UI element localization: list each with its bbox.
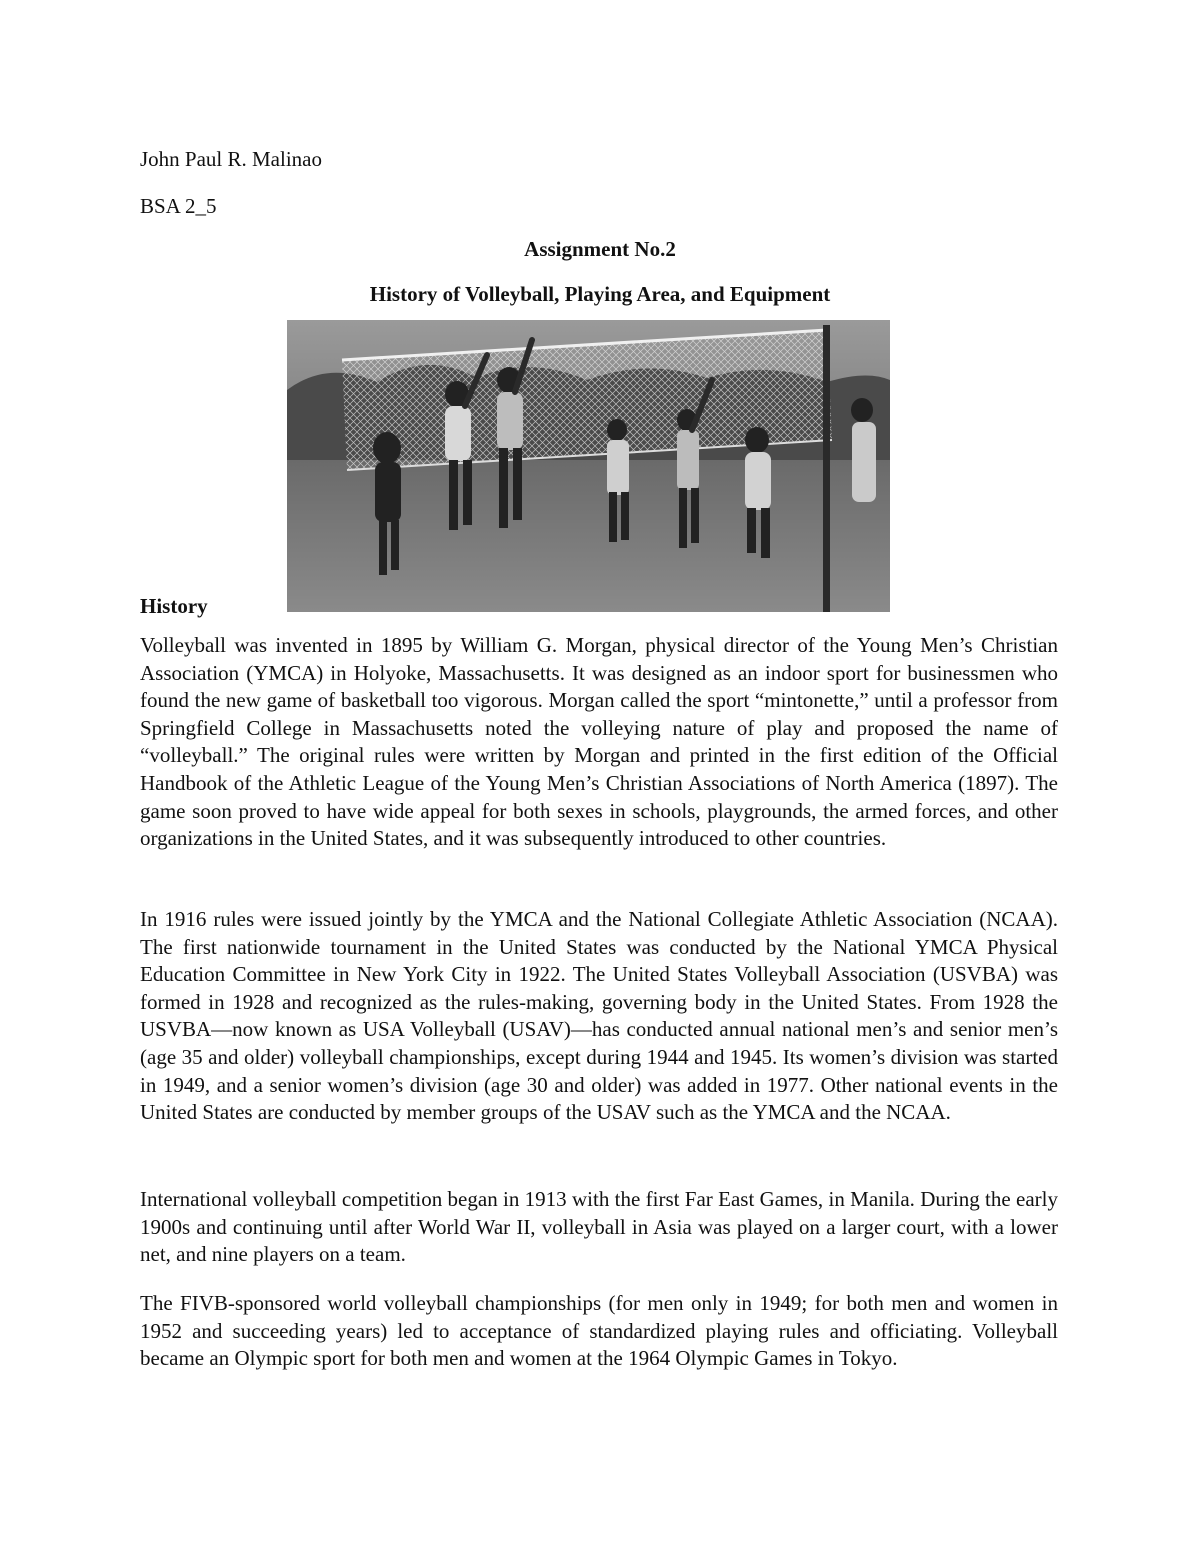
history-paragraph-4: The FIVB-sponsored world volleyball championships (for men only in 1949; for both men and women in 1952 and succeeding years) led to acceptance of standardized playing rules and officiating. Volleyball became an Olympic sport for both men and women at the 1964 Olympic Games in Tokyo. (140, 1291, 1058, 1371)
history-heading: History (140, 594, 208, 618)
class-section: BSA 2_5 (140, 194, 217, 218)
history-paragraph-1: Volleyball was invented in 1895 by William G. Morgan, physical director of the Young Men’s Christian Association (YMCA) in Holyoke, Massachusetts. It was designed as an indoor sport for businessmen who found the new game of basketball too vigorous. Morgan called the sport “mintonette,” until a professor from Springfield College in Massachusetts noted the volleying nature of play and proposed the name of “volleyball.” The original rules were written by Morgan and printed in the first edition of the Official Handbook of the Athletic League of the Young Men’s Christian Associations of North America (1897). The game soon proved to have wide appeal for both sexes in schools, playgrounds, the armed forces, and other organizations in the United States, and it was subsequently introduced to other countries. (140, 633, 1058, 851)
author-name: John Paul R. Malinao (140, 147, 322, 171)
document-subject: History of Volleyball, Playing Area, and Equipment (369, 282, 831, 306)
history-paragraph-2: In 1916 rules were issued jointly by the YMCA and the National Collegiate Athletic Association (NCAA). The first nationwide tournament in the United States was conducted by the National YMCA Physical Education Committee in New York City in 1922. The United States Volleyball Association (USVBA) was formed in 1928 and recognized as the rules-making, governing body in the United States. From 1928 the USVBA—now known as USA Volleyball (USAV)—has conducted annual national men’s and senior men’s (age 35 and older) volleyball championships, except during 1944 and 1945. Its women’s division was started in 1949, and a senior women’s division (age 30 and older) was added in 1977. Other national events in the United States are conducted by member groups of the USAV such as the YMCA and the NCAA. (140, 907, 1058, 1125)
history-paragraph-3: International volleyball competition began in 1913 with the first Far East Games, in Manila. During the early 1900s and continuing until after World War II, volleyball in Asia was played on a larger court, with a lower net, and nine players on a team. (140, 1187, 1058, 1267)
vintage-volleyball-photo (287, 320, 890, 612)
assignment-title: Assignment No.2 (524, 237, 676, 261)
